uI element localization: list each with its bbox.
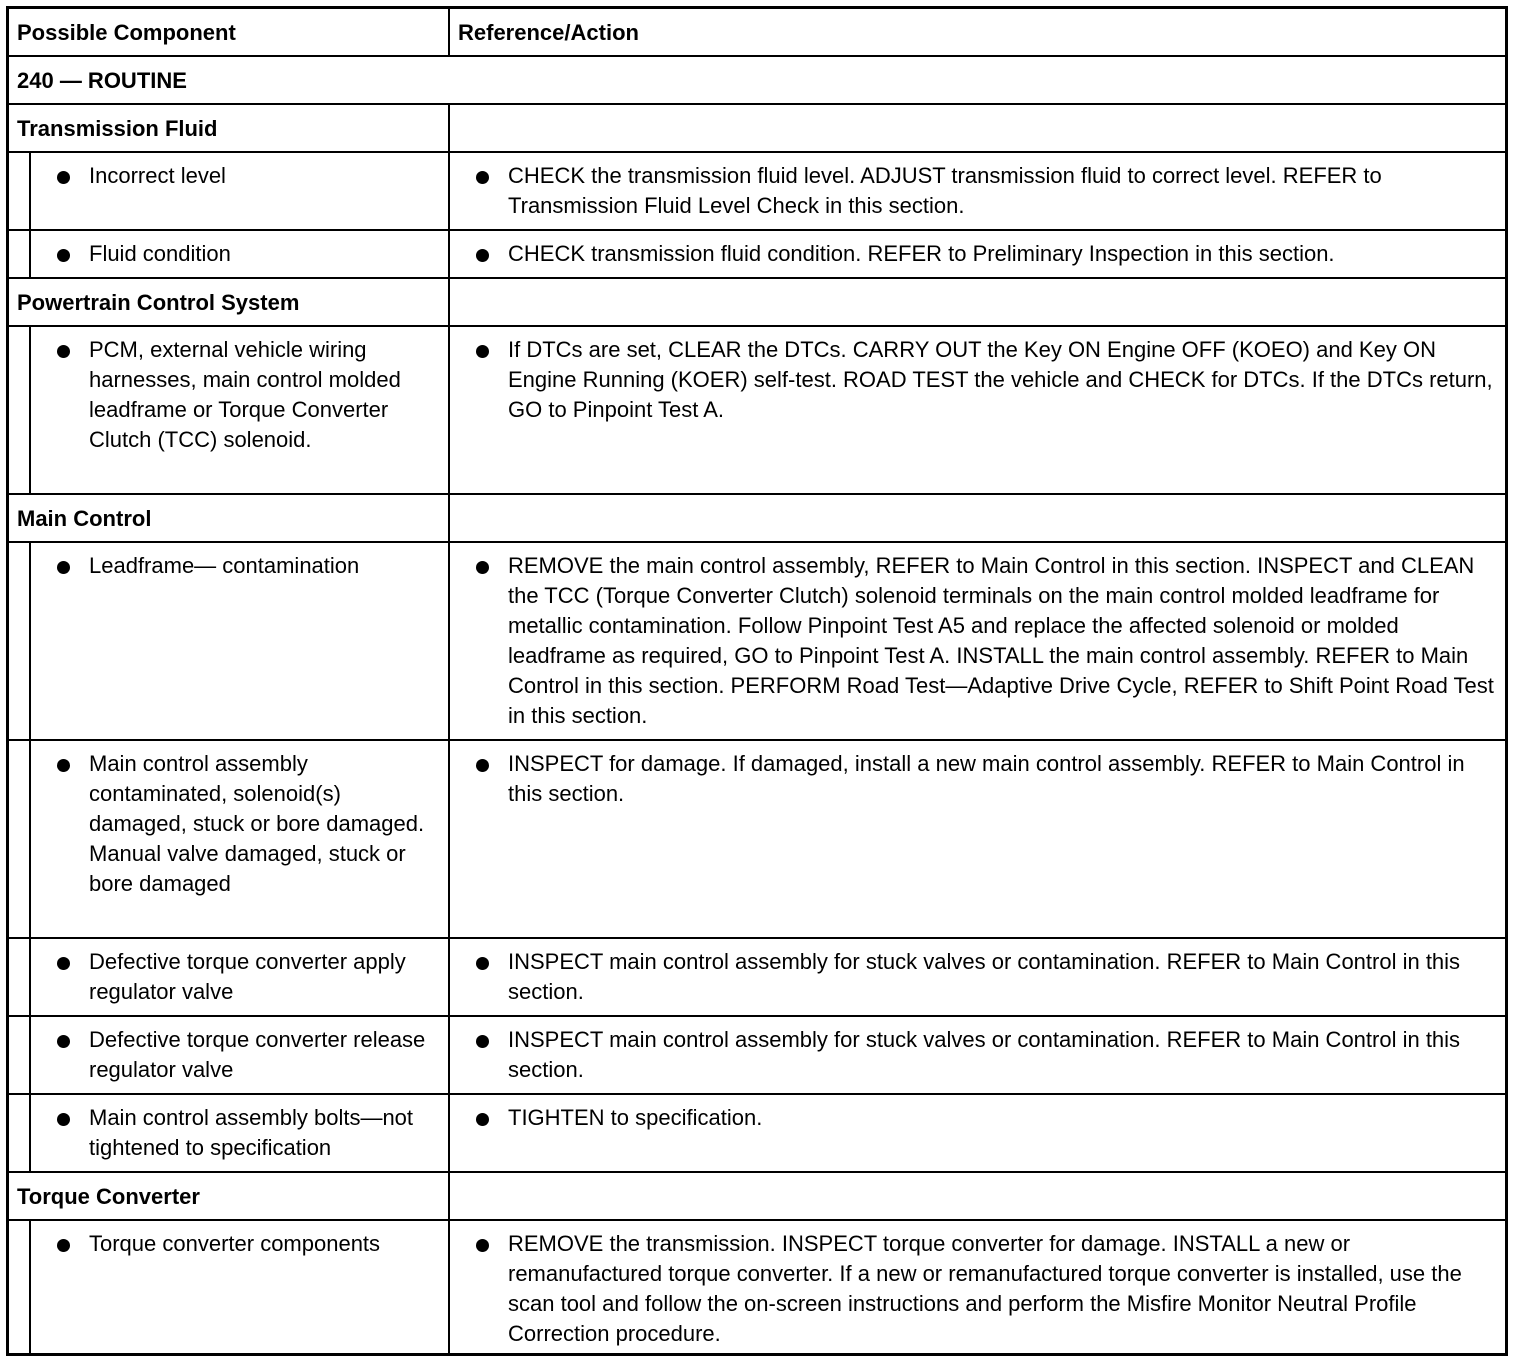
indent-line xyxy=(29,327,31,493)
bullet-icon xyxy=(476,171,489,184)
bullet-icon xyxy=(57,957,70,970)
indent-line xyxy=(29,741,31,937)
table-row xyxy=(9,543,1505,741)
action-text: REMOVE the transmission. INSPECT torque converter for damage. INSTALL a new or remanufactured torque converter. If a new or remanufactured torque converter is installed, use the scan tool and follow the on-screen instructions and perform the Misfire Monitor Neutral Profile Correction procedure. xyxy=(508,1231,1462,1346)
action-cell xyxy=(476,1025,1496,1085)
column-divider xyxy=(448,1095,450,1171)
action-cell xyxy=(476,947,1496,1007)
table-row xyxy=(9,327,1505,495)
bullet-icon xyxy=(476,1035,489,1048)
action-text: INSPECT main control assembly for stuck valves or contamination. REFER to Main Control in this section. xyxy=(508,1027,1461,1082)
component-cell xyxy=(57,1229,437,1259)
table-row xyxy=(9,939,1505,1017)
action-cell xyxy=(476,239,1496,269)
routine-title: 240 — ROUTINE xyxy=(17,68,187,93)
action-cell xyxy=(476,161,1496,221)
component-text: Leadframe— contamination xyxy=(89,553,360,578)
column-divider xyxy=(448,1173,450,1219)
action-text: INSPECT main control assembly for stuck valves or contamination. REFER to Main Control in this section. xyxy=(508,949,1461,1004)
component-cell xyxy=(57,1103,437,1163)
bullet-icon xyxy=(57,249,70,262)
bullet-icon xyxy=(57,1113,70,1126)
component-cell xyxy=(57,239,437,269)
indent-line xyxy=(29,153,31,229)
column-divider xyxy=(448,279,450,325)
bullet-icon xyxy=(476,561,489,574)
action-text: CHECK transmission fluid condition. REFER to Preliminary Inspection in this section. xyxy=(508,241,1335,266)
section-title: Main Control xyxy=(17,506,152,531)
indent-line xyxy=(29,231,31,277)
bullet-icon xyxy=(476,957,489,970)
component-text: Torque converter components xyxy=(89,1231,381,1256)
component-text: Main control assembly contaminated, solenoid(s) damaged, stuck or bore damaged. Manual valve damaged, stuck or bore damaged xyxy=(89,751,425,896)
action-text: CHECK the transmission fluid level. ADJUST transmission fluid to correct level. REFER to Transmission Fluid Level Check in this section. xyxy=(508,163,1382,218)
indent-line xyxy=(29,1221,31,1353)
action-text: REMOVE the main control assembly, REFER to Main Control in this section. INSPECT and CLEAN the TCC (Torque Converter Clutch) solenoid terminals on the main control molded leadframe for metallic contamination. Follow Pinpoint Test A5 and replace the affected solenoid or molded leadframe as required, GO to Pinpoint Test A. INSTALL the main control assembly. REFER to Main Control in this section. PERFORM Road Test—Adaptive Drive Cycle, REFER to Shift Point Road Test in this section. xyxy=(508,553,1494,728)
indent-line xyxy=(29,1017,31,1093)
routine-title-row xyxy=(9,57,1505,105)
column-divider xyxy=(448,105,450,151)
action-cell xyxy=(476,1103,1496,1133)
component-cell xyxy=(57,161,437,191)
indent-line xyxy=(29,1095,31,1171)
column-divider xyxy=(448,231,450,277)
bullet-icon xyxy=(476,1113,489,1126)
bullet-icon xyxy=(57,759,70,772)
column-divider xyxy=(448,1017,450,1093)
bullet-icon xyxy=(57,561,70,574)
table-row xyxy=(9,1221,1505,1353)
section-title: Transmission Fluid xyxy=(17,116,218,141)
header-possible-component: Possible Component xyxy=(17,20,236,45)
action-cell xyxy=(476,1229,1496,1349)
column-divider xyxy=(448,327,450,493)
table-row xyxy=(9,741,1505,939)
column-divider xyxy=(448,495,450,541)
component-text: Incorrect level xyxy=(89,163,226,188)
section-row xyxy=(9,495,1505,543)
component-cell xyxy=(57,947,437,1007)
bullet-icon xyxy=(57,171,70,184)
bullet-icon xyxy=(476,345,489,358)
bullet-icon xyxy=(476,1239,489,1252)
section-row xyxy=(9,105,1505,153)
action-text: If DTCs are set, CLEAR the DTCs. CARRY OUT the Key ON Engine OFF (KOEO) and Key ON Engine Running (KOER) self-test. ROAD TEST the vehicle and CHECK for DTCs. If the DTCs return, GO to Pinpoint Test A. xyxy=(508,337,1493,422)
column-divider xyxy=(448,1221,450,1353)
column-divider xyxy=(448,741,450,937)
header-reference-action: Reference/Action xyxy=(458,20,639,45)
component-text: PCM, external vehicle wiring harnesses, main control molded leadframe or Torque Converter Clutch (TCC) solenoid. xyxy=(89,337,401,452)
action-text: TIGHTEN to specification. xyxy=(508,1105,763,1130)
column-divider xyxy=(448,939,450,1015)
column-divider xyxy=(448,153,450,229)
indent-line xyxy=(29,939,31,1015)
action-cell xyxy=(476,749,1496,809)
component-cell xyxy=(57,335,437,455)
component-text: Defective torque converter release regulator valve xyxy=(89,1027,426,1082)
component-cell xyxy=(57,749,437,899)
component-cell xyxy=(57,1025,437,1085)
bullet-icon xyxy=(57,1035,70,1048)
component-cell xyxy=(57,551,437,581)
component-text: Fluid condition xyxy=(89,241,231,266)
action-cell xyxy=(476,335,1496,425)
table-row xyxy=(9,1095,1505,1173)
bullet-icon xyxy=(476,759,489,772)
action-text: INSPECT for damage. If damaged, install a new main control assembly. REFER to Main Control in this section. xyxy=(508,751,1465,806)
column-divider xyxy=(448,9,450,55)
indent-line xyxy=(29,543,31,739)
section-row xyxy=(9,1173,1505,1221)
table-row xyxy=(9,1017,1505,1095)
section-row xyxy=(9,279,1505,327)
component-text: Defective torque converter apply regulator valve xyxy=(89,949,406,1004)
section-title: Powertrain Control System xyxy=(17,290,300,315)
bullet-icon xyxy=(476,249,489,262)
column-divider xyxy=(448,543,450,739)
bullet-icon xyxy=(57,345,70,358)
section-title: Torque Converter xyxy=(17,1184,200,1209)
table-header-row xyxy=(9,9,1505,57)
action-cell xyxy=(476,551,1496,731)
table-row xyxy=(9,153,1505,231)
diagnostic-table xyxy=(6,6,1508,1356)
bullet-icon xyxy=(57,1239,70,1252)
table-row xyxy=(9,231,1505,279)
component-text: Main control assembly bolts—not tightened to specification xyxy=(89,1105,414,1160)
